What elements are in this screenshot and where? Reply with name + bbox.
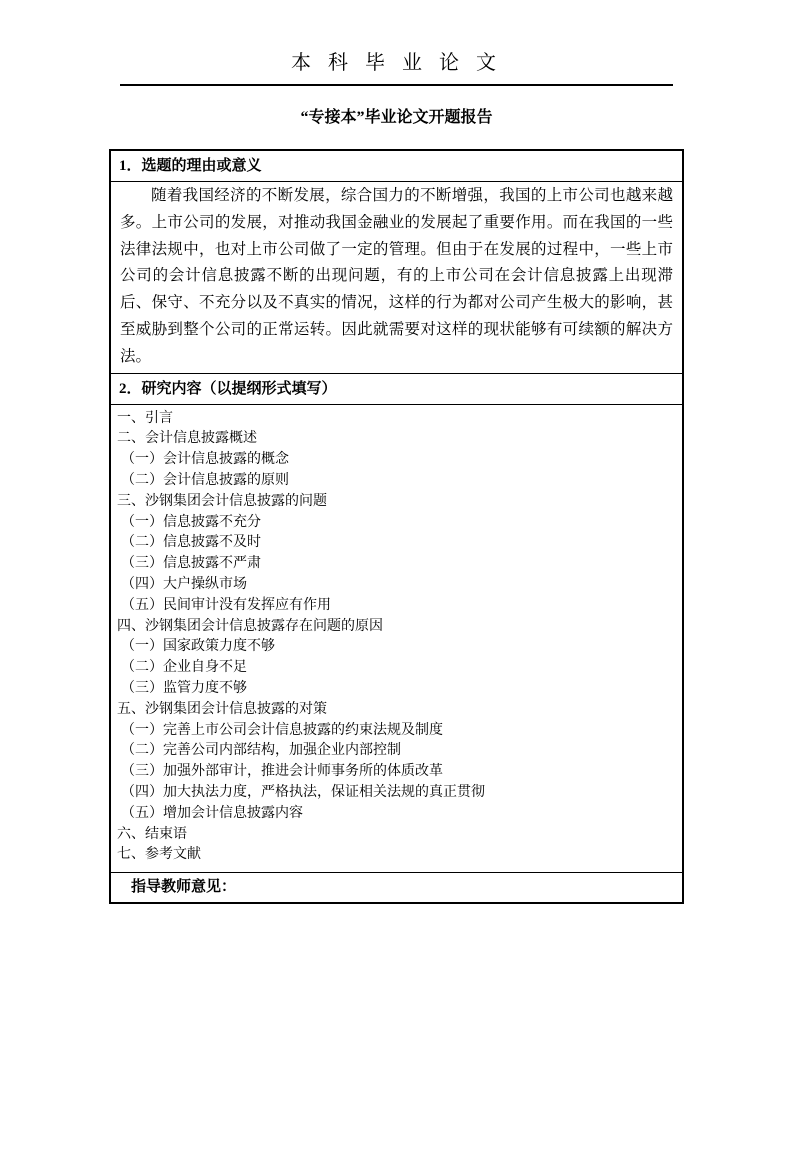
proposal-form-table xyxy=(109,149,684,904)
advisor-opinion-label: 指导教师意见： xyxy=(131,879,237,896)
outline-item: 三、沙钢集团会计信息披露的问题 xyxy=(117,493,327,509)
outline-subitem: （五）民间审计没有发挥应有作用 xyxy=(121,597,331,613)
document-page xyxy=(0,50,793,1172)
outline-subitem: （二）完善公司内部结构，加强企业内部控制 xyxy=(121,743,401,759)
outline-subitem: （四）大户操纵市场 xyxy=(121,576,247,592)
report-title: “专接本”毕业论文开题报告 xyxy=(300,109,493,126)
section-2-heading: 2．研究内容（以提纲形式填写） xyxy=(111,374,682,405)
section-1-heading: 1．选题的理由或意义 xyxy=(111,151,682,182)
outline-subitem: （二）企业自身不足 xyxy=(121,660,247,676)
outline-subitem: （三）加强外部审计，推进会计师事务所的体质改革 xyxy=(121,764,443,780)
outline-subitem: （一）国家政策力度不够 xyxy=(121,639,275,655)
outline-subitem: （四）加大执法力度，严格执法，保证相关法规的真正贯彻 xyxy=(121,784,485,800)
outline-subitem: （一）会计信息披露的概念 xyxy=(121,452,289,468)
outline-subitem: （一）完善上市公司会计信息披露的约束法规及制度 xyxy=(121,722,443,738)
outline-item: 四、沙钢集团会计信息披露存在问题的原因 xyxy=(117,618,383,634)
topic-significance-paragraph: 随着我国经济的不断发展，综合国力的不断增强，我国的上市公司也越来越多。上市公司的发展，对推动我国金融业的发展起了重要作用。而在我国的一些法律法规中，也对上市公司做了一定的管理。但由于在发展的过程中，一些上市公司的会计信息披露不断的出现问题，有的上市公司在会计信息披露上出现滞后、保守、不充分以及不真实的情况，这样的行为都对公司产生极大的影响，甚至威胁到整个公司的正常运转。因此就需要对这样的现状能够有可续额的解决方法。 xyxy=(120,187,673,365)
outline-item: 七、参考文献 xyxy=(117,847,201,863)
outline-item: 二、会计信息披露概述 xyxy=(117,431,257,447)
outline-subitem: （二）会计信息披露的原则 xyxy=(121,472,289,488)
outline-item: 六、结束语 xyxy=(117,826,187,842)
outline-subitem: （二）信息披露不及时 xyxy=(121,535,261,551)
outline-item: 五、沙钢集团会计信息披露的对策 xyxy=(117,701,327,717)
outline-subitem: （三）监管力度不够 xyxy=(121,680,247,696)
header-rule xyxy=(120,84,673,86)
outline-item: 一、引言 xyxy=(117,410,173,426)
outline-subitem: （一）信息披露不充分 xyxy=(121,514,261,530)
outline-subitem: （五）增加会计信息披露内容 xyxy=(121,805,303,821)
document-type-heading: 本 科 毕 业 论 文 xyxy=(291,52,502,74)
research-outline xyxy=(111,405,682,874)
outline-subitem: （三）信息披露不严肃 xyxy=(121,556,261,572)
section-1-body xyxy=(111,182,682,374)
